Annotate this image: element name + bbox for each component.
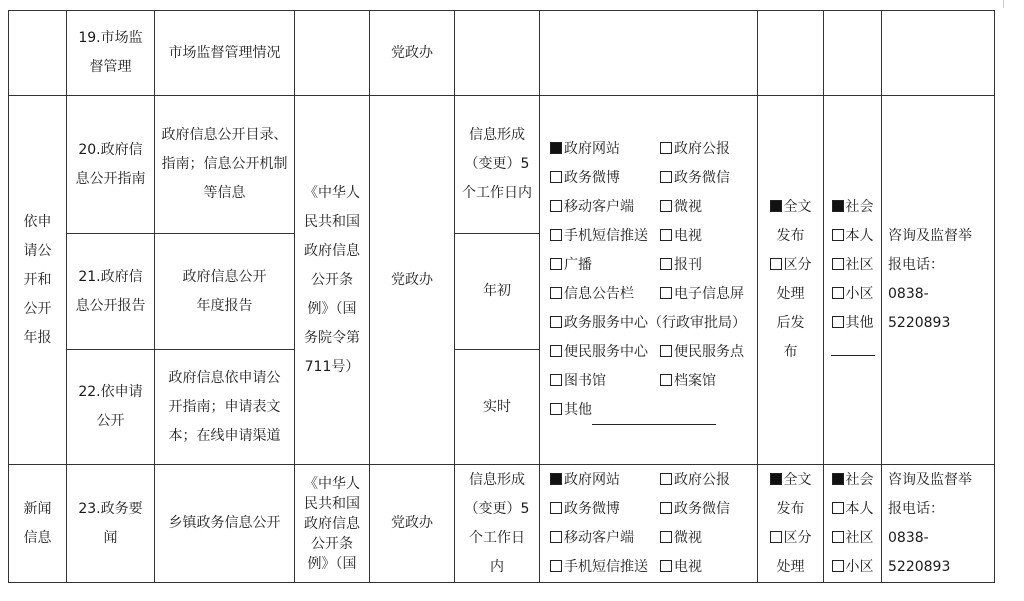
table-row <box>9 96 995 234</box>
table-row <box>9 11 995 96</box>
basis-cell <box>295 11 370 96</box>
checkbox-empty-icon <box>660 473 672 485</box>
checkbox-empty-icon <box>832 316 844 328</box>
category-cell: 依申 请公 开和 公开 年报 <box>9 96 67 465</box>
department-cell: 党政办 <box>370 96 455 465</box>
audience-cell <box>824 11 882 96</box>
scope-cell: 全文 发布 区分 处理 <box>758 465 824 583</box>
checkbox-empty-icon <box>832 531 844 543</box>
item-cell: 21.政府信 息公开报告 <box>67 234 155 350</box>
checkbox-empty-icon <box>832 229 844 241</box>
checkbox-empty-icon <box>550 560 562 572</box>
deadline-cell: 信息形成 （变更）5 个工作日 内 <box>455 465 540 583</box>
channels-cell <box>540 11 758 96</box>
checkbox-empty-icon <box>660 560 672 572</box>
item-cell: 20.政府信 息公开指南 <box>67 96 155 234</box>
checkbox-empty-icon <box>832 287 844 299</box>
department-cell: 党政办 <box>370 11 455 96</box>
checkbox-empty-icon <box>550 502 562 514</box>
item-cell: 23.政务要 闻 <box>67 465 155 583</box>
deadline-cell: 信息形成 （变更）5 个工作日内 <box>455 96 540 234</box>
content-cell: 乡镇政务信息公开 <box>155 465 295 583</box>
checkbox-empty-icon <box>660 374 672 386</box>
checkbox-empty-icon <box>550 403 562 415</box>
item-cell: 19.市场监 督管理 <box>67 11 155 96</box>
department-cell: 党政办 <box>370 465 455 583</box>
category-cell <box>9 11 67 96</box>
checkbox-empty-icon <box>770 531 782 543</box>
contact-cell: 咨询及监督举 报电话： 0838-5220893 <box>882 96 995 465</box>
channels-cell: 政府网站 政府公报 政务微博 政务微信 移动客户端 微视 手机短信推送 电视 广播 报刊 信息公告栏 电子信息屏 政务服务中心（行政审批局） 便民服务中心 便民服务点 图书馆 档案馆 其他 <box>540 96 758 465</box>
checkbox-empty-icon <box>550 374 562 386</box>
checkbox-empty-icon <box>550 229 562 241</box>
checkbox-empty-icon <box>660 171 672 183</box>
audience-cell: 社会 本人 社区 小区 <box>824 465 882 583</box>
content-cell: 政府信息依申请公 开指南；申请表文 本；在线申请渠道 <box>155 350 295 465</box>
audience-cell: 社会 本人 社区 小区 其他 <box>824 96 882 465</box>
deadline-cell <box>455 11 540 96</box>
disclosure-table-sheet <box>8 10 994 584</box>
checkbox-checked-icon <box>550 473 562 485</box>
checkbox-checked-icon <box>770 473 782 485</box>
checkbox-empty-icon <box>550 287 562 299</box>
fill-in-line <box>831 341 875 356</box>
checkbox-checked-icon <box>832 473 844 485</box>
checkbox-empty-icon <box>660 200 672 212</box>
checkbox-empty-icon <box>550 200 562 212</box>
checkbox-empty-icon <box>660 502 672 514</box>
checkbox-empty-icon <box>660 531 672 543</box>
page-corner-mark <box>1003 0 1024 8</box>
contact-cell <box>882 11 995 96</box>
contact-cell: 咨询及监督举 报电话： 0838-5220893 <box>882 465 995 583</box>
scope-cell <box>758 11 824 96</box>
checkbox-empty-icon <box>660 287 672 299</box>
checkbox-empty-icon <box>550 345 562 357</box>
checkbox-empty-icon <box>832 560 844 572</box>
deadline-cell: 年初 <box>455 234 540 350</box>
checkbox-empty-icon <box>832 502 844 514</box>
basis-cell: 《中华人 民共和国 政府信息 公开条 例》（国 <box>295 465 370 583</box>
table-row <box>9 465 995 583</box>
item-cell: 22.依申请 公开 <box>67 350 155 465</box>
content-cell: 政府信息公开 年度报告 <box>155 234 295 350</box>
checkbox-empty-icon <box>550 258 562 270</box>
content-cell: 政府信息公开目录、 指南；信息公开机制 等信息 <box>155 96 295 234</box>
scope-cell: 全文 发布 区分 处理 后发 布 <box>758 96 824 465</box>
checkbox-empty-icon <box>550 531 562 543</box>
content-cell: 市场监督管理情况 <box>155 11 295 96</box>
channels-cell: 政府网站 政府公报 政务微博 政务微信 移动客户端 微视 手机短信推送 电视 <box>540 465 758 583</box>
checkbox-checked-icon <box>832 200 844 212</box>
category-cell: 新闻 信息 <box>9 465 67 583</box>
disclosure-table <box>8 10 995 583</box>
checkbox-empty-icon <box>660 258 672 270</box>
checkbox-empty-icon <box>550 171 562 183</box>
fill-in-line <box>592 406 716 425</box>
checkbox-empty-icon <box>660 142 672 154</box>
deadline-cell: 实时 <box>455 350 540 465</box>
checkbox-empty-icon <box>832 258 844 270</box>
checkbox-empty-icon <box>660 345 672 357</box>
checkbox-empty-icon <box>660 229 672 241</box>
checkbox-empty-icon <box>770 258 782 270</box>
checkbox-checked-icon <box>550 142 562 154</box>
checkbox-checked-icon <box>770 200 782 212</box>
basis-cell: 《中华人 民共和国 政府信息 公开条 例》（国 务院令第 711号） <box>295 96 370 465</box>
checkbox-empty-icon <box>550 316 562 328</box>
